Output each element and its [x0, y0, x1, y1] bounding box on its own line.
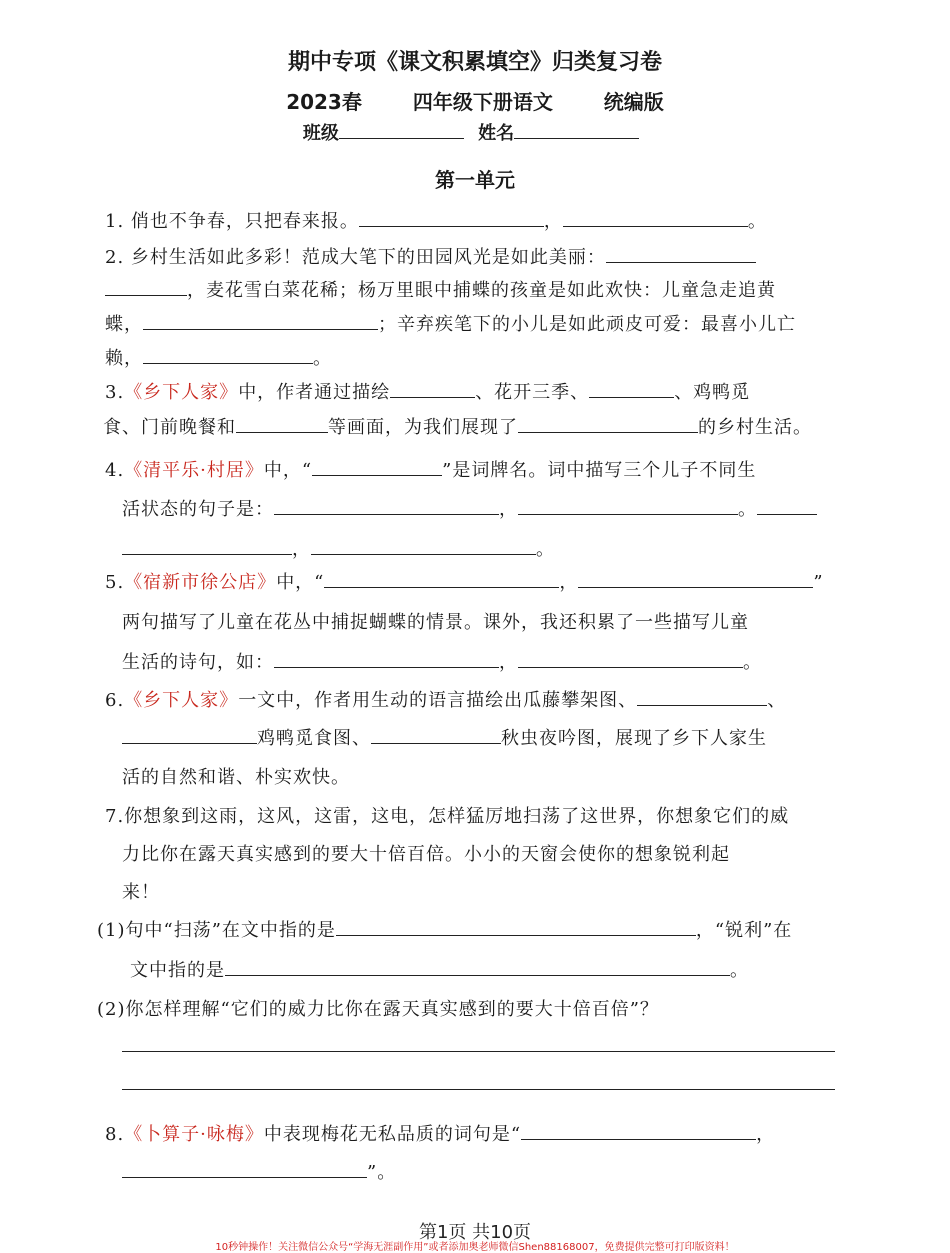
answer-blank[interactable]: [563, 212, 748, 227]
edition-label: 统编版: [603, 90, 664, 114]
question-2: 2. 乡村生活如此多彩！范成大笔下的田园风光是如此美丽：: [105, 243, 756, 269]
answer-blank[interactable]: [371, 729, 501, 744]
question-4: 4.《清平乐·村居》中，“ ”是词牌名。词中描写三个儿子不同生: [105, 460, 757, 481]
question-6-line-2: 鸡鸭觅食图、 秋虫夜吟图，展现了乡下人家生: [122, 724, 767, 750]
answer-blank[interactable]: [518, 500, 738, 515]
answer-blank[interactable]: [390, 383, 475, 398]
question-2-line-2: ，麦花雪白菜花稀；杨万里眼中捕蝶的孩童是如此欢快：儿童急走追黄: [105, 276, 776, 302]
answer-line[interactable]: [122, 1051, 835, 1052]
class-blank[interactable]: [339, 120, 464, 139]
question-7-line-3: 来！: [122, 882, 160, 903]
answer-blank[interactable]: [521, 1125, 756, 1140]
answer-blank[interactable]: [312, 461, 442, 476]
question-5-line-3: 生活的诗句，如： ， 。: [122, 652, 762, 673]
answer-blank[interactable]: [311, 540, 536, 555]
student-info-row: [0, 119, 950, 145]
answer-blank[interactable]: [637, 691, 767, 706]
question-7-sub-2: (2)你怎样理解“它们的威力比你在露天真实感到的要大十倍百倍”？: [97, 999, 659, 1020]
answer-blank[interactable]: [359, 212, 544, 227]
answer-blank[interactable]: [589, 383, 674, 398]
book-title: 《清平乐·村居》: [124, 460, 264, 481]
grade-label: 四年级下册语文: [412, 90, 553, 114]
watermark-notice: 10秒钟操作！关注微信公众号“学海无涯副作用”或者添加奥老师微信Shen88168007，免费提供完整可打印版资料！: [215, 1242, 735, 1253]
question-4-line-2: 活状态的句子是： ， 。: [122, 495, 817, 521]
question-7-line-2: 力比你在露天真实感到的要大十倍百倍。小小的天窗会使你的想象锐利起: [122, 844, 730, 865]
question-7: 7.你想象到这雨，这风，这雷，这电，怎样猛厉地扫荡了这世界，你想象它们的威: [105, 806, 790, 827]
question-3: 3.《乡下人家》中，作者通过描绘 、花开三季、 、鸡鸭觅: [105, 382, 751, 403]
question-6-line-3: 活的自然和谐、朴实欢快。: [122, 767, 350, 788]
class-label: 班级: [302, 123, 339, 144]
answer-line[interactable]: [122, 1089, 835, 1090]
answer-blank[interactable]: [606, 248, 756, 263]
question-7-sub-1: (1)句中“扫荡”在文中指的是 ，“锐利”在: [97, 920, 793, 941]
answer-blank[interactable]: [274, 500, 499, 515]
question-5: 5.《宿新市徐公店》中，“ ， ”: [105, 572, 824, 593]
page-number: 第1页 共10页: [418, 1222, 532, 1243]
answer-blank[interactable]: [324, 573, 559, 588]
name-label: 姓名: [478, 123, 515, 144]
answer-blank[interactable]: [274, 653, 499, 668]
answer-blank[interactable]: [757, 500, 817, 515]
book-title: 《卜算子·咏梅》: [124, 1124, 264, 1145]
question-2-line-4: 赖， 。: [105, 348, 332, 369]
answer-blank[interactable]: [105, 281, 187, 296]
name-blank[interactable]: [514, 120, 639, 139]
page-title: 期中专项《课文积累填空》归类复习卷: [287, 50, 662, 75]
answer-blank[interactable]: [225, 961, 730, 976]
question-7-sub-1-line-2: 文中指的是 。: [130, 960, 749, 981]
question-1: 1. 俏也不争春，只把春来报。 ， 。: [105, 211, 767, 232]
book-title: 《乡下人家》: [124, 382, 239, 403]
answer-blank[interactable]: [578, 573, 813, 588]
question-2-line-3: 蝶， ；辛弃疾笔下的小儿是如此顽皮可爱：最喜小儿亡: [105, 314, 796, 335]
question-4-line-3: ， 。: [122, 535, 555, 561]
unit-heading: 第一单元: [435, 168, 515, 192]
answer-blank[interactable]: [143, 349, 313, 364]
answer-blank[interactable]: [518, 418, 698, 433]
answer-blank[interactable]: [143, 315, 378, 330]
question-5-line-2: 两句描写了儿童在花丛中捕捉蝴蝶的情景。课外，我还积累了一些描写儿童: [122, 612, 749, 633]
answer-blank[interactable]: [236, 418, 328, 433]
question-8-line-2: ”。: [122, 1158, 396, 1184]
book-title: 《乡下人家》: [124, 690, 239, 711]
question-8: 8.《卜算子·咏梅》中表现梅花无私品质的词句是“ ，: [105, 1124, 776, 1145]
answer-blank[interactable]: [518, 653, 743, 668]
answer-blank[interactable]: [122, 540, 292, 555]
term-label: 2023春: [286, 90, 362, 114]
question-3-line-2: 食、门前晚餐和 等画面，为我们展现了 的乡村生活。: [103, 417, 812, 438]
subtitle-row: [0, 86, 950, 115]
answer-blank[interactable]: [122, 729, 257, 744]
question-6: 6.《乡下人家》一文中，作者用生动的语言描绘出瓜藤攀架图、 、: [105, 690, 787, 711]
answer-blank[interactable]: [122, 1163, 367, 1178]
book-title: 《宿新市徐公店》: [124, 572, 277, 593]
answer-blank[interactable]: [336, 921, 696, 936]
